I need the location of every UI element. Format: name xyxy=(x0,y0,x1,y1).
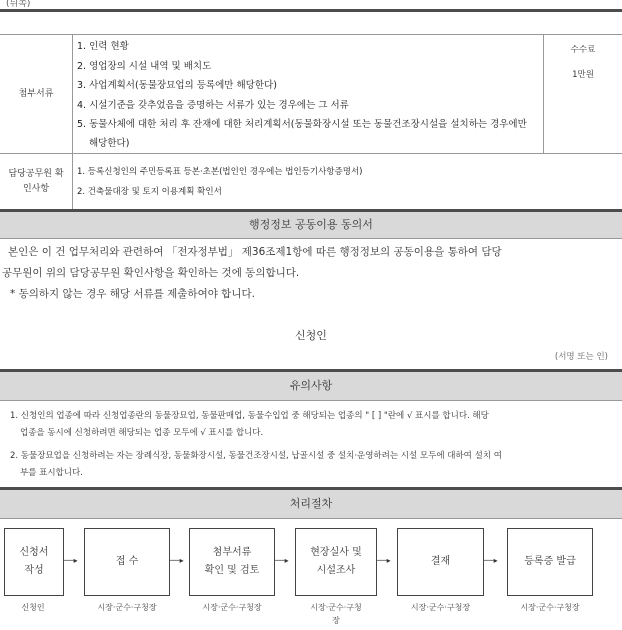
step-review-line2: 확인 및 검토 xyxy=(204,565,260,576)
step-caption: 시장·군수·구청장 xyxy=(202,603,262,612)
process-step-inspection xyxy=(295,528,377,596)
step-caption: 시장·군수·구청장 xyxy=(520,603,580,612)
process-step-apply xyxy=(4,528,64,596)
arrow-right-icon: ──▸ xyxy=(275,556,289,565)
official-check-item: 1. 등록신청인의 주민등록표 등본·초본(법인인 경우에는 법인등기사항증명서) xyxy=(77,166,363,177)
attachment-item: 4. 시설기준을 갖추었음을 증명하는 서류가 있는 경우에는 그 서류 xyxy=(77,99,349,111)
arrow-right-icon: ──▸ xyxy=(377,556,391,565)
consent-line2: 공무원이 위의 담당공무원 확인사항을 확인하는 것에 동의합니다. xyxy=(2,267,300,279)
fee-cell xyxy=(544,35,622,154)
top-divider xyxy=(0,9,622,12)
page-side-label: (뒤쪽) xyxy=(6,0,31,9)
fee-label: 수수료 xyxy=(570,45,596,55)
note-2-line1: 2. 동물장묘업을 신청하려는 자는 장례식장, 동물화장시설, 동물건조장시설, 납골시설 중 설치·운영하려는 시설 모두에 대하여 설치 여 xyxy=(10,451,502,461)
attachments-table xyxy=(0,34,622,210)
note-1-line1: 1. 신청인의 업종에 따라 신청업종란의 동물장묘업, 동물판매업, 동물수입업 중 해당되는 업종의 " [ ] "란에 √ 표시를 합니다. 해당 xyxy=(10,411,489,421)
consent-title: 행정정보 공동이용 동의서 xyxy=(0,209,622,239)
process-step-issue xyxy=(507,528,593,596)
fee-value: 1만원 xyxy=(572,70,594,80)
consent-note: * 동의하지 않는 경우 해당 서류를 제출하여야 합니다. xyxy=(10,288,255,300)
process-step-review xyxy=(189,528,275,596)
attachment-item: 2. 영업장의 시설 내역 및 배치도 xyxy=(77,60,212,72)
arrow-right-icon: ──▸ xyxy=(170,556,184,565)
step-receive-line1: 접 수 xyxy=(115,556,139,567)
official-check-label-line2: 인사항 xyxy=(22,183,50,194)
step-inspection-line2: 시설조사 xyxy=(316,565,356,576)
attachments-list-cell xyxy=(73,35,544,154)
attachment-item: 5. 동물사체에 대한 처리 후 잔재에 대한 처리계획서(동물화장시설 또는 동물건조장시설을 설치하는 경우에만 해당한다) xyxy=(77,119,527,149)
applicant-label: 신청인 xyxy=(295,329,327,342)
step-caption: 시장·군수·구청장 xyxy=(97,603,157,612)
step-caption: 신청인 xyxy=(21,603,45,612)
consent-line1: 본인은 이 건 업무처리와 관련하여 「전자정부법」 제36조제1항에 따른 행정정보의 공동이용을 통하여 담당 xyxy=(8,246,502,258)
official-check-list xyxy=(73,156,622,208)
process-step-approval xyxy=(397,528,484,596)
step-issue-line1: 등록증 발급 xyxy=(524,556,576,567)
sign-label: (서명 또는 인) xyxy=(554,352,608,362)
step-approval-line1: 결재 xyxy=(430,556,451,567)
notes-title: 유의사항 xyxy=(0,369,622,401)
arrow-right-icon: ──▸ xyxy=(484,556,498,565)
note-1-line2: 업종을 동시에 신청하려면 해당되는 업종 모두에 √ 표시를 합니다. xyxy=(20,428,264,438)
step-caption-line2: 장 xyxy=(332,616,340,625)
step-caption xyxy=(295,601,377,627)
official-check-cell xyxy=(73,154,622,210)
official-check-label xyxy=(0,154,73,210)
official-check-label-line1: 담당공무원 확 xyxy=(8,168,64,179)
attachment-item: 1. 인력 현황 xyxy=(77,41,129,52)
note-2-line2: 부를 표시합니다. xyxy=(20,468,83,478)
arrow-right-icon: ──▸ xyxy=(64,556,78,565)
attachments-list xyxy=(73,35,543,153)
process-title: 처리절차 xyxy=(0,487,622,519)
step-inspection-line1: 현장실사 및 xyxy=(310,547,362,558)
step-review-line1: 첨부서류 xyxy=(212,547,252,558)
step-apply-line1: 신청서 xyxy=(19,547,49,558)
step-caption-line1: 시장·군수·구청 xyxy=(310,603,362,612)
attachments-label: 첨부서류 xyxy=(0,35,73,154)
attachment-item: 3. 사업계획서(동물장묘업의 등록에만 해당한다) xyxy=(77,80,277,91)
official-check-item: 2. 건축물대장 및 토지 이용계획 확인서 xyxy=(77,186,222,197)
step-apply-line2: 작성 xyxy=(24,565,44,576)
step-caption: 시장·군수·구청장 xyxy=(410,603,471,612)
process-step-receive xyxy=(84,528,170,596)
